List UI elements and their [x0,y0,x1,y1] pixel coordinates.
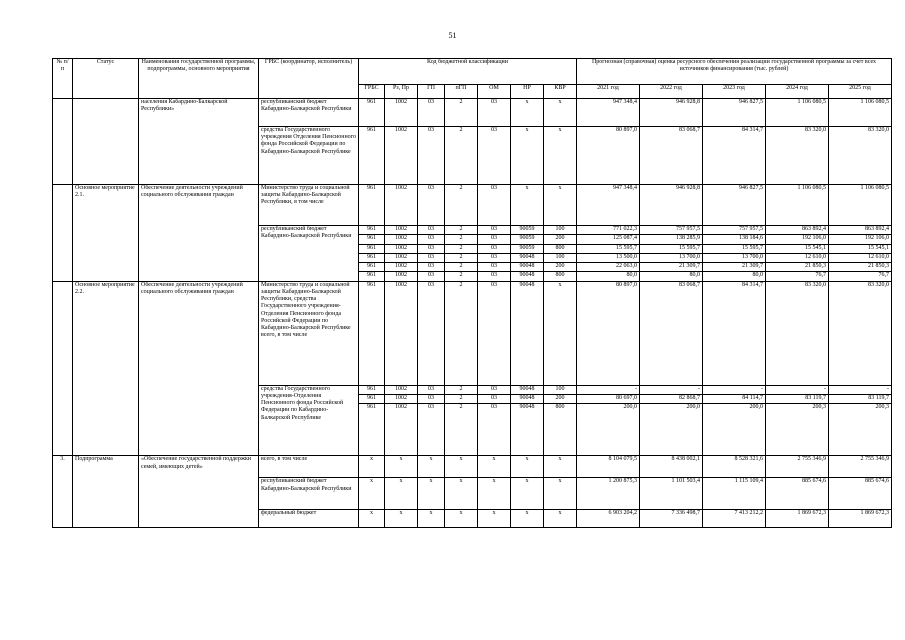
table-cell: 200,0 [703,404,766,456]
source-label: республиканский бюджет Кабардино-Балкарской Республики [259,99,359,127]
table-cell: 03 [478,99,511,127]
table-cell: 90048 [511,281,544,385]
table-cell: 03 [418,226,445,235]
header-code: КВР [544,85,577,99]
table-cell: х [385,510,418,528]
table-cell: 1002 [385,127,418,185]
table-cell: х [445,478,478,510]
table-cell: 1 101 503,4 [640,478,703,510]
table-cell: 1002 [385,99,418,127]
table-cell: 885 674,6 [829,478,892,510]
table-cell: 946 928,8 [640,99,703,127]
table-cell: 80,0 [703,272,766,281]
activity-name: Обеспечение деятельности учреждений социального обслуживания граждан [139,281,259,456]
table-cell: 2 [445,185,478,226]
table-cell: 90059 [511,235,544,244]
table-cell: 03 [418,272,445,281]
table-cell: 961 [359,253,385,262]
source-label: федеральный бюджет [259,510,359,528]
table-cell: 21 850,3 [766,263,829,272]
table-cell: х [511,478,544,510]
table-cell: 80 897,0 [577,281,640,385]
table-cell: 80,0 [640,272,703,281]
table-cell: 2 [445,281,478,385]
source-label: всего, в том числе [259,456,359,478]
table-cell: 03 [478,127,511,185]
table-cell: 771 022,3 [577,226,640,235]
table-cell: х [478,478,511,510]
table-cell: 90048 [511,253,544,262]
header-year: 2024 год [766,85,829,99]
table-cell: 03 [418,263,445,272]
table-cell: 03 [478,185,511,226]
table-cell: х [478,510,511,528]
table-cell: 15 595,7 [703,244,766,253]
table-cell: 2 [445,226,478,235]
activity-status: Основное мероприятие 2.1. [73,185,139,282]
table-cell: х [445,510,478,528]
table-cell: 1002 [385,226,418,235]
table-cell: 03 [418,127,445,185]
header-year: 2021 год [577,85,640,99]
table-cell: 961 [359,235,385,244]
table-cell: 757 957,5 [703,226,766,235]
program-name: населения Кабардино-Балкарской Республики» [139,99,259,185]
header-row [53,59,892,85]
header-code: ОМ [478,85,511,99]
header-code: Рз, Пр [385,85,418,99]
table-cell: 83 320,0 [829,127,892,185]
table-cell: - [766,385,829,394]
table-cell: 946 827,5 [703,99,766,127]
table-cell: 961 [359,244,385,253]
table-cell: 03 [478,281,511,385]
table-cell: 03 [478,404,511,456]
table-cell: х [385,478,418,510]
table-cell: 03 [478,226,511,235]
table-cell: 138 184,6 [703,235,766,244]
table-cell: 13 700,0 [640,253,703,262]
table-cell: 1 200 875,3 [577,478,640,510]
subprogram-number: 3. [53,456,73,528]
table-cell: х [544,127,577,185]
header-name: Наименования государственной программы, подпрограммы, основного мероприятия [139,59,259,99]
table-row [53,281,892,385]
table-cell: 961 [359,99,385,127]
table-cell: 947 348,4 [577,99,640,127]
table-cell: 03 [418,185,445,226]
source-label: республиканский бюджет Кабардино-Балкарской Республики [259,478,359,510]
table-cell: 03 [478,253,511,262]
header-year: 2023 год [703,85,766,99]
table-cell: х [544,185,577,226]
header-code: ГРБС [359,85,385,99]
header-code-group: Код бюджетной классификации [359,59,577,85]
table-cell: х [544,510,577,528]
table-cell: 1002 [385,235,418,244]
table-cell: 863 892,4 [829,226,892,235]
table-cell: 03 [418,281,445,385]
table-cell: 90048 [511,272,544,281]
table-cell: 200 [544,263,577,272]
table-cell: 90059 [511,226,544,235]
table-cell [53,281,73,456]
table-cell: 946 928,8 [640,185,703,226]
table-cell: х [359,510,385,528]
table-cell: х [544,456,577,478]
table-cell: 1002 [385,281,418,385]
table-cell: 84 114,7 [703,395,766,404]
table-cell: х [418,478,445,510]
table-cell: 83 320,0 [766,281,829,385]
table-cell: 1002 [385,185,418,226]
table-cell: - [577,385,640,394]
table-cell: 12 610,0 [766,253,829,262]
table-cell: 200,3 [829,404,892,456]
table-cell: 800 [544,272,577,281]
table-cell: 961 [359,385,385,394]
table-cell: 1 869 672,3 [829,510,892,528]
table-cell: 83 068,7 [640,127,703,185]
table-cell: 7 336 498,7 [640,510,703,528]
table-cell: 1 106 080,5 [766,99,829,127]
table-cell: 15 595,7 [577,244,640,253]
table-cell: 100 [544,226,577,235]
table-cell: 13 700,0 [703,253,766,262]
header-code: ГП [418,85,445,99]
table-body [53,99,892,528]
table-cell: 192 106,0 [766,235,829,244]
table-cell: 961 [359,395,385,404]
table-cell: 03 [478,244,511,253]
header-estimate-group: Прогнозная (справочная) оценка ресурсного обеспечения реализации государственной программы за счет всех источников финансирования (тыс. рублей) [577,59,892,85]
header-code: НР [511,85,544,99]
table-cell: 83 320,0 [829,281,892,385]
table-cell: - [640,385,703,394]
header-code: пГП [445,85,478,99]
table-cell: 192 106,0 [829,235,892,244]
header-status: Статус [73,59,139,99]
table-cell: 200 [544,235,577,244]
table-cell: 03 [418,385,445,394]
table-cell: 03 [418,404,445,456]
table-cell: 961 [359,185,385,226]
table-row [53,456,892,478]
table-cell: 03 [418,99,445,127]
table-cell: х [511,127,544,185]
table-cell: 83 068,7 [640,281,703,385]
table-cell: 15 595,7 [640,244,703,253]
header-year: 2025 год [829,85,892,99]
table-cell: х [385,456,418,478]
table-cell: 90048 [511,395,544,404]
header-num: № п/п [53,59,73,99]
table-row [53,185,892,226]
table-cell: - [703,385,766,394]
table-cell: 03 [418,395,445,404]
table-cell: 03 [418,235,445,244]
table-cell: 200,0 [640,404,703,456]
table-cell: 100 [544,253,577,262]
table-cell: 21 850,3 [829,263,892,272]
table-cell: 800 [544,404,577,456]
table-cell: 1002 [385,244,418,253]
table-cell: 8 104 079,5 [577,456,640,478]
table-cell: 03 [418,253,445,262]
table-cell: 03 [478,272,511,281]
source-label: средства Государственного учреждения Отделения Пенсионного фонда Российской Федерации по Кабардино-Балкарской Республике [259,127,359,185]
table-cell: 125 087,4 [577,235,640,244]
table-cell: 22 063,0 [577,263,640,272]
source-label: средства Государственного учреждения-Отделения Пенсионного фонда Российской Федерации по Кабардино-Балкарской Республике [259,385,359,456]
table-cell: 1002 [385,253,418,262]
table-cell: 200,3 [766,404,829,456]
table-cell: 1 106 080,5 [829,185,892,226]
executor-label: Министерство труда и социальной защиты Кабардино-Балкарской Республики, средства Государственного учреждения-Отделения Пенсионного фонда Российской Федерации по Кабардино-Балкарской Республике всего, в том числе [259,281,359,385]
table-cell: 138 285,9 [640,235,703,244]
table-cell: 03 [418,244,445,253]
table-cell: 03 [478,395,511,404]
table-cell: 2 [445,263,478,272]
table-cell: 1 115 109,4 [703,478,766,510]
table-cell: 90048 [511,385,544,394]
table-cell: 80 897,0 [577,127,640,185]
executor-label: Министерство труда и социальной защиты Кабардино-Балкарской Республики, в том числе [259,185,359,226]
activity-status: Основное мероприятие 2.2. [73,281,139,456]
table-cell: 1002 [385,395,418,404]
table-cell: 961 [359,127,385,185]
table-cell: 757 957,5 [640,226,703,235]
subprogram-name: «Обеспечение государственной поддержки семей, имеющих детей» [139,456,259,528]
table-cell: 2 [445,385,478,394]
table-cell: 1002 [385,263,418,272]
table-row [53,99,892,127]
table-cell: х [511,99,544,127]
activity-name: Обеспечение деятельности учреждений социального обслуживания граждан [139,185,259,282]
table-cell: 8 438 002,1 [640,456,703,478]
table-cell: 84 314,7 [703,127,766,185]
table-cell: 2 [445,235,478,244]
table-cell [53,185,73,282]
table-cell: х [478,456,511,478]
table-cell: х [445,456,478,478]
table-cell: 1 106 080,5 [766,185,829,226]
table-cell: 76,7 [829,272,892,281]
table-cell: х [418,456,445,478]
table-cell: 03 [478,235,511,244]
table-cell: 80,0 [577,272,640,281]
table-cell: 83 119,7 [829,395,892,404]
table-cell: 1002 [385,404,418,456]
table-cell: 2 [445,395,478,404]
table-cell: - [829,385,892,394]
table-cell: 2 [445,99,478,127]
table-cell: 80 697,0 [577,395,640,404]
table-cell: 83 119,7 [766,395,829,404]
table-cell: 1002 [385,385,418,394]
table-cell: х [511,185,544,226]
table-cell: 83 320,0 [766,127,829,185]
table-cell: 2 755 346,9 [829,456,892,478]
table-cell: 2 755 346,9 [766,456,829,478]
table-cell: х [511,456,544,478]
table-cell: 7 413 212,2 [703,510,766,528]
table-cell: 76,7 [766,272,829,281]
table-cell: 200,0 [577,404,640,456]
table-cell: 21 309,7 [640,263,703,272]
table-cell: 84 314,7 [703,281,766,385]
table-cell: 13 500,0 [577,253,640,262]
table-cell: 200 [544,395,577,404]
subprogram-status: Подпрограмма [73,456,139,528]
table-cell: 2 [445,272,478,281]
table-cell: 90048 [511,404,544,456]
table-cell: 8 528 321,6 [703,456,766,478]
table-cell: 800 [544,244,577,253]
table-cell: 961 [359,263,385,272]
table-cell: 12 610,0 [829,253,892,262]
resource-table [52,58,892,528]
table-cell: 21 309,7 [703,263,766,272]
table-cell: 961 [359,281,385,385]
table-cell: 03 [478,385,511,394]
table-cell: 2 [445,244,478,253]
table-cell: 03 [478,263,511,272]
table-cell: х [544,478,577,510]
table-cell: 947 348,4 [577,185,640,226]
table-cell [73,99,139,185]
table-cell: 2 [445,404,478,456]
table-cell: х [418,510,445,528]
table-cell: х [359,456,385,478]
table-cell: 6 903 204,2 [577,510,640,528]
table-cell: 1 869 672,3 [766,510,829,528]
table-cell: х [359,478,385,510]
table-cell: 885 674,6 [766,478,829,510]
table-cell: 90059 [511,244,544,253]
table-cell: 961 [359,404,385,456]
table-cell: 2 [445,253,478,262]
table-cell: 961 [359,272,385,281]
table-cell: 946 827,5 [703,185,766,226]
table-cell: 1002 [385,272,418,281]
source-label: республиканский бюджет Кабардино-Балкарской Республики [259,226,359,282]
table-cell: 863 892,4 [766,226,829,235]
page-number: 51 [448,31,457,40]
header-year: 2022 год [640,85,703,99]
table-cell: 15 545,1 [766,244,829,253]
table-cell [53,99,73,185]
table-cell: 2 [445,127,478,185]
table-cell: 90048 [511,263,544,272]
table-cell: 100 [544,385,577,394]
table-cell: х [511,510,544,528]
table-cell: 1 106 080,5 [829,99,892,127]
table-cell: х [544,99,577,127]
header-grbs: ГРБС (координатор, исполнитель) [259,59,359,99]
table-header [53,59,892,99]
table-cell: 15 545,1 [829,244,892,253]
table-cell: х [544,281,577,385]
table-cell: 82 868,7 [640,395,703,404]
table-cell: 961 [359,226,385,235]
